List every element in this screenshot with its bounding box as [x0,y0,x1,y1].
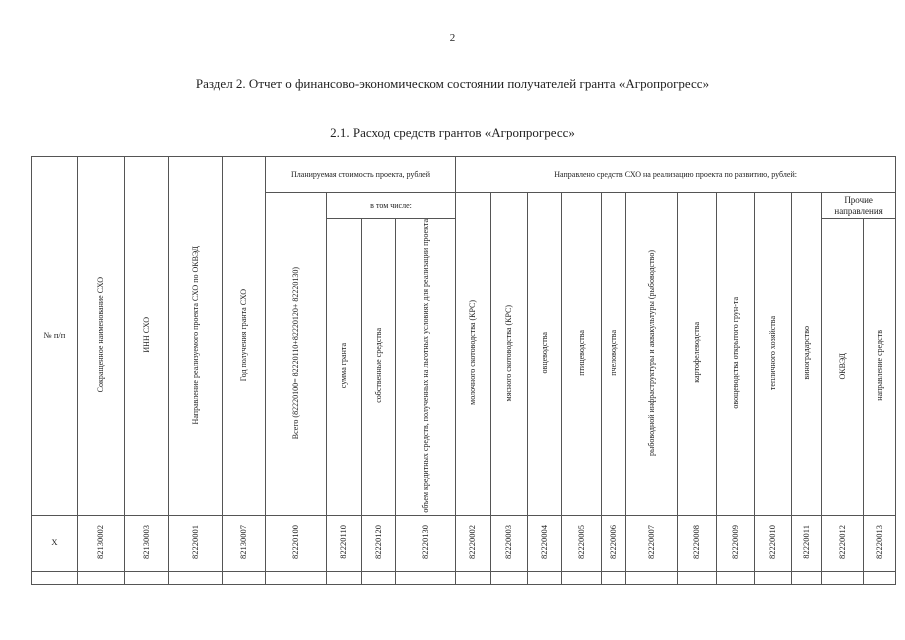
code-cell: 82220007 [626,515,678,571]
header-greenhouse: тепличного хозяйства [755,193,792,516]
code-cell: 82220120 [362,515,396,571]
header-vine: виноградарство [792,193,822,516]
code-cell: 82220011 [792,515,822,571]
header-num: № п/п [32,157,78,516]
header-sheep: овцеводства [528,193,562,516]
code-cell: 82220006 [602,515,626,571]
header-bee: пчеловодства [602,193,626,516]
code-cell: 82130003 [125,515,169,571]
empty-data-row [32,571,896,584]
header-direction: Направление реализуемого проекта СХО по ОКВЭД [169,157,223,516]
code-cell: 82220013 [864,515,896,571]
code-cell: 82220130 [396,515,456,571]
code-cell: 82220001 [169,515,223,571]
code-cell: 82220009 [717,515,755,571]
section-heading: Раздел 2. Отчет о финансово-экономическом состоянии получателей гранта «Агропрогресс» [195,76,710,91]
header-credit: объем кредитных средств, полученных на льготных условиях для реализации проекта [396,219,456,516]
code-cell: 82220110 [327,515,362,571]
header-dairy: молочного скотоводства (КРС) [456,193,491,516]
code-cell: 82220005 [562,515,602,571]
header-fish: рыбоводной инфраструктуры и аквакультуры (рыбоводство) [626,193,678,516]
header-inn: ИНН СХО [125,157,169,516]
code-cell: 82220002 [456,515,491,571]
header-own-funds: собственные средства [362,219,396,516]
header-grant-sum: сумма гранта [327,219,362,516]
code-cell: 82220003 [491,515,528,571]
header-meat: мясного скотоводства (КРС) [491,193,528,516]
page-number: 2 [449,32,456,44]
header-other-directions: Прочие направления [822,193,896,219]
code-cell: Х [32,515,78,571]
code-row [32,515,896,571]
header-including: в том числе: [327,193,456,219]
code-cell: 82220012 [822,515,864,571]
code-cell: 82220100 [266,515,327,571]
header-planned-cost: Планируемая стоимость проекта, рублей [266,157,456,193]
header-year: Год получения гранта СХО [223,157,266,516]
subsection-heading: 2.1. Расход средств грантов «Агропрогресс» [330,125,575,140]
header-okved: ОКВЭД [822,219,864,516]
header-poultry: птицеводства [562,193,602,516]
header-total: Всего (82220100= 82220110+82220120+ 82220130) [266,193,327,516]
code-cell: 82130002 [78,515,125,571]
code-cell: 82220010 [755,515,792,571]
header-potato: картофелеводства [678,193,717,516]
code-cell: 82220008 [678,515,717,571]
code-cell: 82220004 [528,515,562,571]
header-funds-sent: Направлено средств СХО на реализацию проекта по развитию, рублей: [456,157,896,193]
code-cell: 82130007 [223,515,266,571]
header-abbr-name: Сокращенное наименование СХО [78,157,125,516]
grant-expense-table [31,156,896,585]
header-vegetables: овощеводства открытого грун-та [717,193,755,516]
header-direction-funds: направление средств [864,219,896,516]
